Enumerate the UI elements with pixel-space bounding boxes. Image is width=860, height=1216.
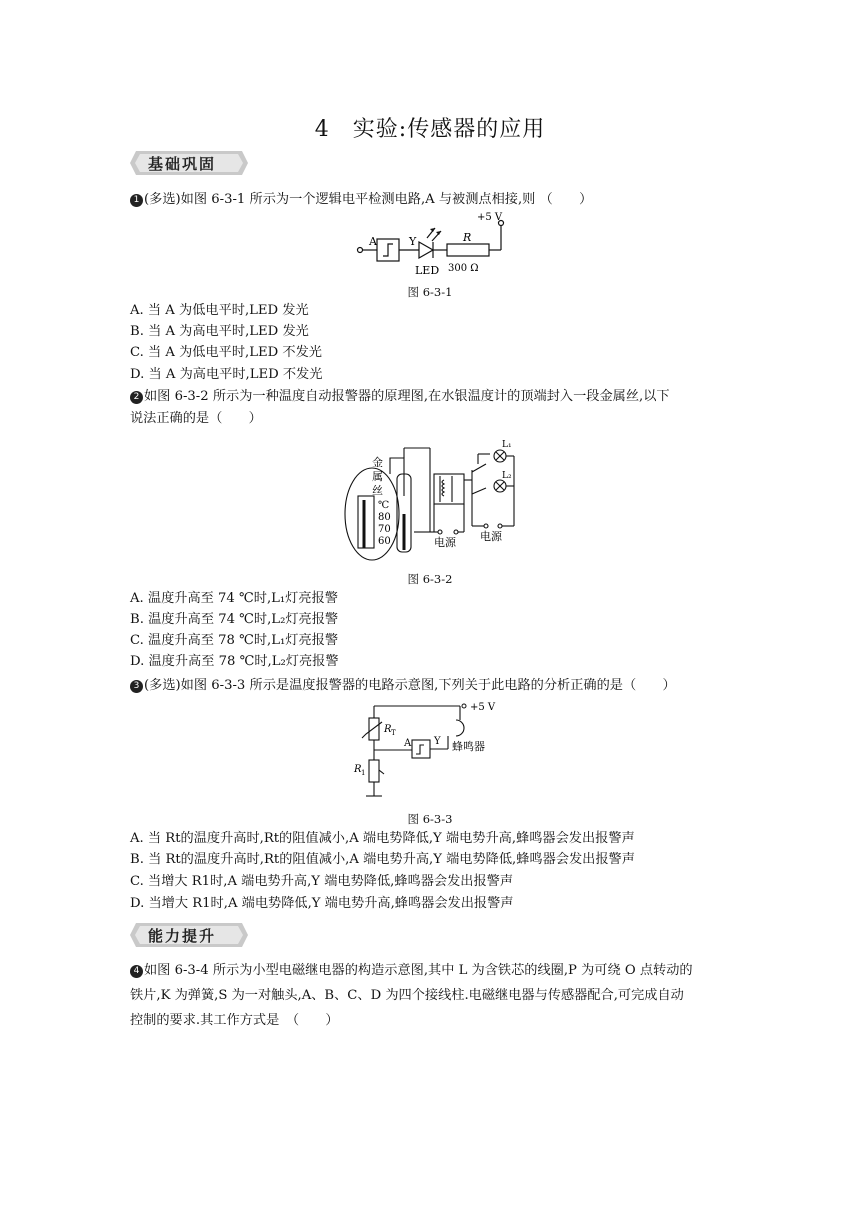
q1-option-c: C. 当 A 为低电平时,LED 不发光 <box>130 345 322 360</box>
fig1-label-y: Y <box>409 235 417 248</box>
fig2-label-unit: ℃ <box>378 500 390 511</box>
q2-stem-line2: 说法正确的是（ ） <box>130 411 262 426</box>
q2-stem-line1 <box>130 387 670 407</box>
fig3-label-a: A <box>404 738 412 749</box>
q3-stem <box>130 676 676 696</box>
fig2-tick-80: 80 <box>378 512 391 523</box>
q3-option-c: C. 当增大 R1时,A 端电势升高,Y 端电势降低,蜂鸣器会发出报警声 <box>130 874 514 889</box>
caption-6-3-2: 图 6-3-2 <box>407 572 453 586</box>
q3-option-a: A. 当 Rt的温度升高时,Rt的阻值减小,A 端电势降低,Y 端电势升高,蜂鸣器会发出报警声 <box>130 831 635 846</box>
fig2-label-power2: 电源 <box>480 530 502 543</box>
figure-6-3-2 <box>342 436 522 564</box>
fig3-label-r1: R <box>354 764 362 775</box>
q2-option-a: A. 温度升高至 74 ℃时,L₁灯亮报警 <box>130 591 338 606</box>
q4-line3: 控制的要求.其工作方式是 （ ） <box>130 1013 339 1028</box>
figure-6-3-3 <box>352 700 512 804</box>
q1-stem <box>130 190 592 210</box>
q2-option-d: D. 温度升高至 78 ℃时,L₂灯亮报警 <box>130 654 339 669</box>
q3-option-d: D. 当增大 R1时,A 端电势降低,Y 端电势升高,蜂鸣器会发出报警声 <box>130 896 514 911</box>
fig3-label-r1-sub: 1 <box>361 769 366 777</box>
q3-stem-text: (多选)如图 6-3-3 所示是温度报警器的电路示意图,下列关于此电路的分析正确的是（ ） <box>144 678 676 693</box>
fig2-label-power1: 电源 <box>434 536 456 549</box>
fig3-label-y: Y <box>434 736 441 747</box>
fig2-tick-60: 60 <box>378 536 391 547</box>
fig2-label-l2: L₂ <box>502 471 512 481</box>
fig2-label-metal1: 金 <box>372 456 383 469</box>
q2-number: 2 <box>130 391 143 404</box>
q4-number: 4 <box>130 965 143 978</box>
caption-6-3-3: 图 6-3-3 <box>407 812 453 826</box>
fig3-label-buzzer: 蜂鸣器 <box>452 740 485 753</box>
fig1-label-ohm: 300 Ω <box>448 263 479 274</box>
fig2-tick-70: 70 <box>378 524 391 535</box>
fig2-label-l1: L₁ <box>502 440 512 450</box>
fig1-label-v: +5 V <box>477 212 503 223</box>
section-title-basic: 基础巩固 <box>148 155 217 173</box>
fig1-label-a: A <box>369 235 377 248</box>
q3-option-b: B. 当 Rt的温度升高时,Rt的阻值减小,A 端电势升高,Y 端电势降低,蜂鸣器会发出报警声 <box>130 852 635 867</box>
fig3-label-v: +5 V <box>470 702 496 713</box>
fig1-label-led: LED <box>415 264 440 277</box>
q1-stem-text: (多选)如图 6-3-1 所示为一个逻辑电平检测电路,A 与被测点相接,则 （ ） <box>144 192 593 207</box>
page-title: 4 实验:传感器的应用 <box>314 117 546 142</box>
figure-6-3-1 <box>355 208 515 280</box>
fig2-label-metal2: 属 <box>372 470 383 483</box>
q3-number: 3 <box>130 680 143 693</box>
caption-6-3-1: 图 6-3-1 <box>407 285 453 299</box>
fig3-label-rt-sub: T <box>391 729 396 737</box>
q1-option-b: B. 当 A 为高电平时,LED 发光 <box>130 324 309 339</box>
section-title-advanced: 能力提升 <box>148 927 217 945</box>
fig3-label-rt: R <box>384 724 392 735</box>
section-banner-advanced <box>130 921 248 949</box>
q1-number: 1 <box>130 194 143 207</box>
q4-line2: 铁片,K 为弹簧,S 为一对触头,A、B、C、D 为四个接线柱.电磁继电器与传感器配合,可完成自动 <box>130 988 684 1003</box>
q1-option-a: A. 当 A 为低电平时,LED 发光 <box>130 303 309 318</box>
section-banner-basic <box>130 149 248 177</box>
q2-option-c: C. 温度升高至 78 ℃时,L₁灯亮报警 <box>130 633 339 648</box>
q4-line1-text: 如图 6-3-4 所示为小型电磁继电器的构造示意图,其中 L 为含铁芯的线圈,P 为可绕 O 点转动的 <box>144 963 693 978</box>
fig1-label-r: R <box>463 231 472 244</box>
q4-line1 <box>130 961 693 981</box>
q2-option-b: B. 温度升高至 74 ℃时,L₂灯亮报警 <box>130 612 339 627</box>
q1-option-d: D. 当 A 为高电平时,LED 不发光 <box>130 367 323 382</box>
q2-stem-text1: 如图 6-3-2 所示为一种温度自动报警器的原理图,在水银温度计的顶端封入一段金属丝,以下 <box>144 389 670 404</box>
fig2-label-metal3: 丝 <box>372 484 383 497</box>
